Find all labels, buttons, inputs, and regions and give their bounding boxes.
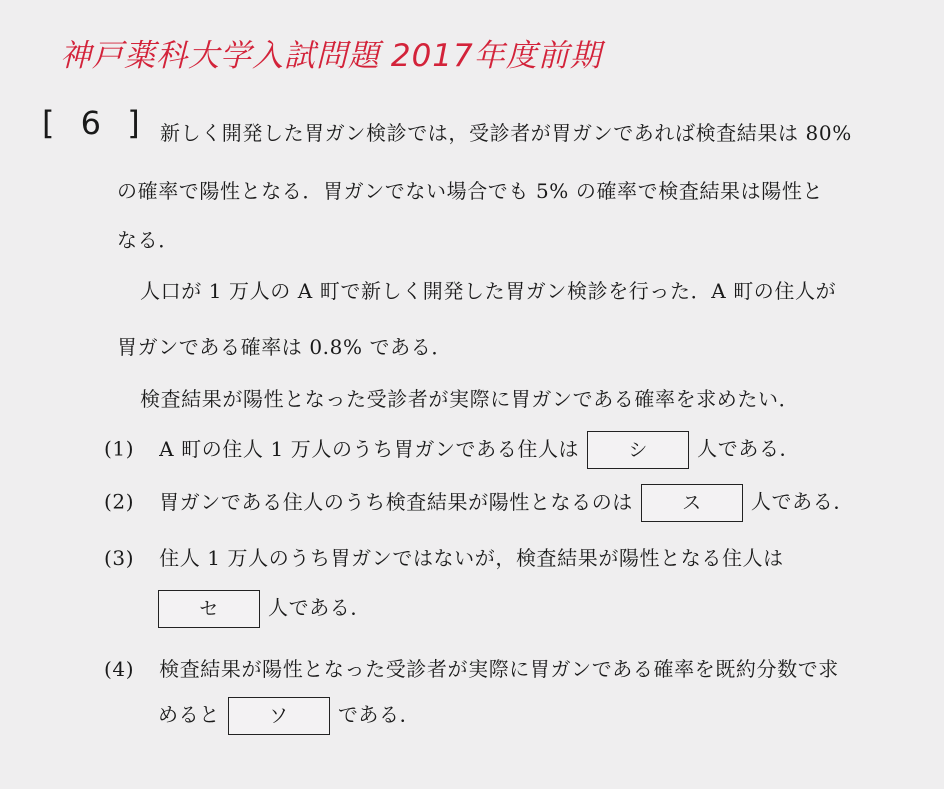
part-4-suffix: である． <box>337 702 421 727</box>
part-3-suffix: 人である． <box>268 595 371 620</box>
intro-line-2: の確率で陽性となる．胃ガンでない場合でも 5% の確率で検査結果は陽性と <box>117 179 824 203</box>
part-3-number: (3) <box>104 546 135 570</box>
intro-line-3: なる． <box>117 228 179 252</box>
part-2 <box>104 484 854 522</box>
part-4-number: (4) <box>104 657 135 681</box>
intro-line-1: 新しく開発した胃ガン検診では，受診者が胃ガンであれば検査結果は 80% <box>160 121 852 145</box>
part-4-continuation <box>158 697 420 735</box>
answer-box-se[interactable]: セ <box>158 590 260 628</box>
part-3 <box>104 542 784 571</box>
question-number: [ 6 ] <box>42 104 148 142</box>
part-3-text: 住人 1 万人のうち胃ガンではないが，検査結果が陽性となる住人は <box>159 546 784 570</box>
part-2-text: 胃ガンである住人のうち検査結果が陽性となるのは <box>159 489 633 514</box>
answer-box-su[interactable]: ス <box>641 484 743 522</box>
part-4 <box>104 653 839 682</box>
intro-line-4: 人口が 1 万人の A 町で新しく開発した胃ガン検診を行った．A 町の住人が <box>140 279 837 303</box>
part-3-continuation <box>150 590 371 628</box>
intro-line-5: 胃ガンである確率は 0.8% である． <box>117 335 452 359</box>
part-2-number: (2) <box>104 489 135 514</box>
answer-box-so[interactable]: ソ <box>228 697 330 735</box>
part-1-suffix: 人である． <box>697 436 801 461</box>
part-4-prefix: めると <box>158 702 220 727</box>
part-2-suffix: 人である． <box>750 489 854 514</box>
exam-source-header: 神戸薬科大学入試問題 2017年度前期 <box>60 38 602 74</box>
part-1 <box>104 431 800 469</box>
answer-box-shi[interactable]: シ <box>587 431 689 469</box>
intro-line-6: 検査結果が陽性となった受診者が実際に胃ガンである確率を求めたい． <box>140 387 800 411</box>
part-1-text: A 町の住人 1 万人のうち胃ガンである住人は <box>159 436 580 461</box>
part-4-text: 検査結果が陽性となった受診者が実際に胃ガンである確率を既約分数で求 <box>159 657 839 681</box>
part-1-number: (1) <box>104 436 135 461</box>
